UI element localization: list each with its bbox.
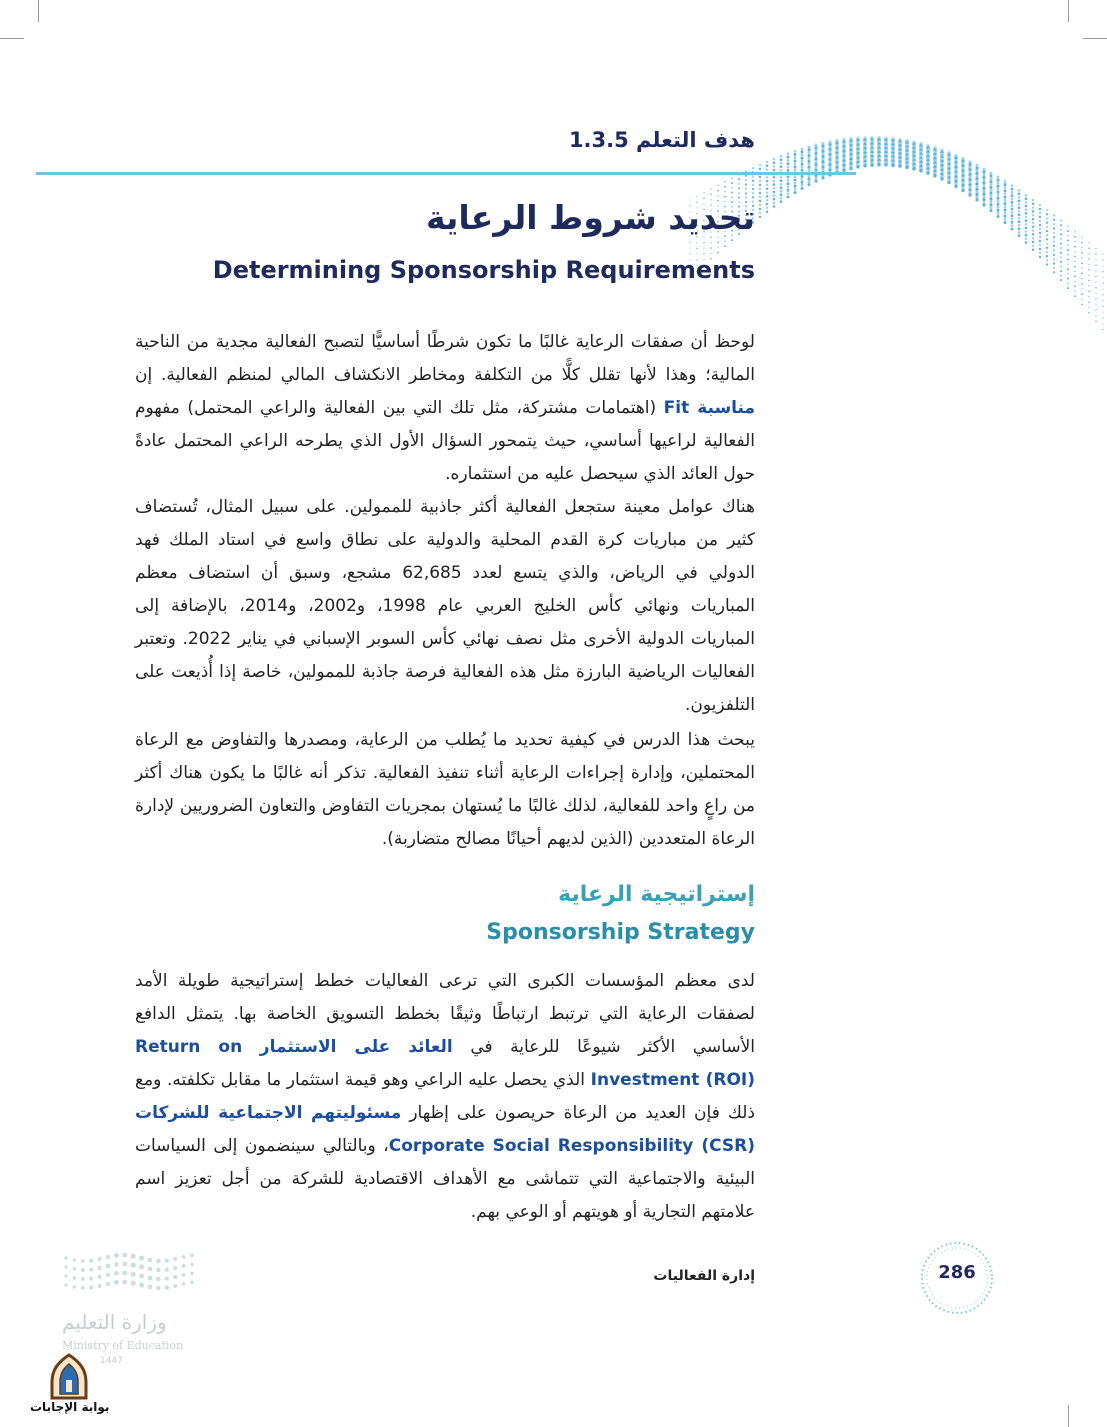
decorative-wave (0, 0, 1107, 340)
term-roi-ar: العائد على الاستثمار (259, 1037, 453, 1057)
page-title-ar: تحديد شروط الرعاية (425, 198, 755, 237)
intro-text (135, 326, 755, 856)
paragraph-1: لوحظ أن صفقات الرعاية غالبًا ما تكون شرطًا أساسيًّا لتصبح الفعالية مجدية من الناحية المالية؛ وهذا لأنها تقلل كلًّا من التكلفة ومخاطر الانكشاف المالي لمنظم الفعالية. إن مناسبة Fit (اهتمامات مشتركة، مثل تلك التي بين الفعالية والراعي المحتمل) مفهوم الفعالية لراعيها أساسي، حيث يتمحور السؤال الأول الذي يطرحه الراعي المحتمل عادةً حول العائد الذي سيحصل عليه من استثماره. (135, 332, 756, 484)
ministry-name-ar: وزارة التعليم (62, 1310, 167, 1334)
learning-goal-heading: هدف التعلم 1.3.5 (568, 128, 755, 152)
paragraph-2: هناك عوامل معينة ستجعل الفعالية أكثر جاذبية للممولين. على سبيل المثال، تُستضاف كثير من مباريات كرة القدم المحلية والدولية على نطاق واسع في استاد الملك فهد الدولي في الرياض، والذي يتسع لعدد 62,685 مشجع، وسبق أن استضاف معظم المباريات ونهائي كأس الخليج العربي عام 1998، و2002، و2014، بالإضافة إلى المباريات الدولية الأخرى مثل نصف نهائي كأس السوبر الإسباني في يناير 2022. وتعتبر الفعاليات الرياضية البارزة مثل هذه الفعالية فرصة جاذبة للممولين، خاصة إذا أُذيعت على التلفزيون. (135, 497, 755, 715)
crop-mark (1068, 1405, 1069, 1427)
page-title-en: Determining Sponsorship Requirements (212, 256, 755, 284)
answers-portal-label: بوابة الإجابات (30, 1400, 110, 1414)
strategy-text (135, 965, 755, 1229)
term-fit: مناسبة Fit (663, 398, 756, 418)
answers-portal-icon (44, 1352, 94, 1402)
paragraph-4: لدى معظم المؤسسات الكبرى التي ترعى الفعاليات خطط إستراتيجية طويلة الأمد لصفقات الرعاية التي ترتبط ارتباطًا وثيقًا بخطط التسويق الخاصة بها. يتمثل الدافع الأساسي الأكثر شيوعًا للرعاية في العائد على الاستثمار Return on Investment (ROI) الذي يحصل عليه الراعي وهو قيمة استثمار ما مقابل تكلفته. ومع ذلك فإن العديد من الرعاة حريصون على إظهار مسئوليتهم الاجتماعية للشركات Corporate Social Responsibility (CSR)، وبالتالي سينضمون إلى السياسات البيئية والاجتماعية التي تتماشى مع الأهداف الاقتصادية للشركة من أجل تعزيز اسم علامتهم التجارية أو هويتهم أو الوعي بهم. (135, 971, 755, 1222)
section-title-en: Sponsorship Strategy (486, 920, 755, 945)
page-number: 286 (938, 1262, 976, 1283)
ministry-name-en: Ministry of Education (62, 1339, 184, 1352)
term-csr-ar: مسئوليتهم الاجتماعية للشركات (135, 1103, 402, 1123)
ministry-logo-icon (60, 1250, 200, 1298)
ministry-year: 1447 (100, 1356, 123, 1366)
term-csr-en: Corporate Social Responsibility (CSR) (388, 1136, 755, 1156)
term-roi-en: Return on Investment (ROI) (135, 1037, 755, 1090)
paragraph-3: يبحث هذا الدرس في كيفية تحديد ما يُطلب من الرعاية، ومصدرها والتفاوض مع الرعاة المحتملين، وإدارة إجراءات الرعاية أثناء تنفيذ الفعالية. تذكر أنه غالبًا ما يكون هناك أكثر من راعٍ واحد للفعالية، لذلك غالبًا ما يُستهان بمجريات التفاوض والتعاون الضروريين لإدارة الرعاة المتعددين (الذين لديهم أحيانًا مصالح متضاربة). (135, 730, 755, 849)
chapter-name: إدارة الفعاليات (653, 1268, 755, 1284)
header-rule (36, 172, 856, 175)
section-title-ar: إستراتيجية الرعاية (558, 882, 755, 907)
